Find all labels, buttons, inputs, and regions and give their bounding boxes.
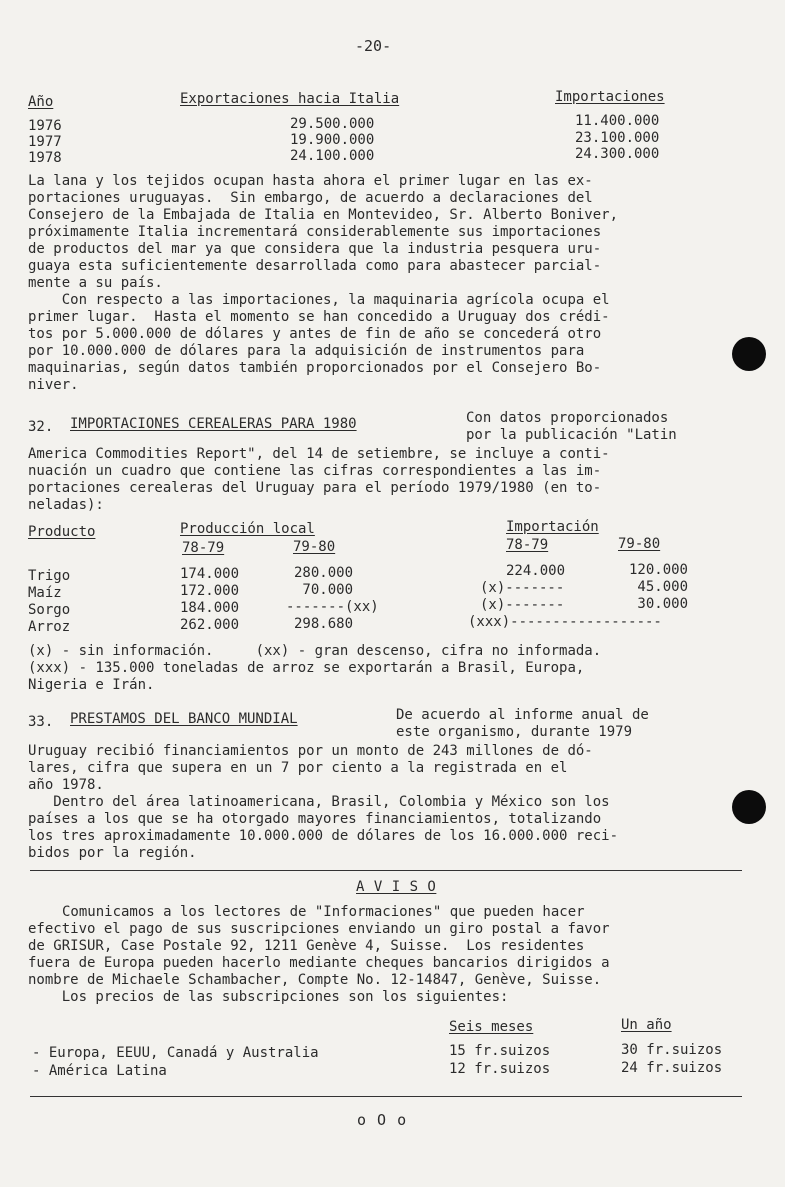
section-number: 33.: [28, 714, 54, 730]
section33-body: [28, 743, 618, 862]
exports-cell: 19.900.000: [290, 132, 375, 148]
production-cell: 298.680: [294, 616, 354, 632]
price-cell: 24 fr.suizos: [621, 1060, 723, 1076]
section-title: IMPORTACIONES CEREALERAS PARA 1980: [70, 416, 357, 432]
exports-cell: 24.100.000: [290, 148, 375, 164]
text-line: primer lugar. Hasta el momento se han concedido a Uruguay dos crédi-: [28, 309, 610, 325]
text-line: Dentro del área latinoamericana, Brasil, Colombia y México son los: [28, 794, 610, 810]
note-line: (xxx) - 135.000 toneladas de arroz se exportarán a Brasil, Europa,: [28, 660, 585, 676]
price-cell: 15 fr.suizos: [449, 1043, 551, 1059]
punch-hole: [732, 790, 766, 824]
text-line: fuera de Europa pueden hacerlo mediante cheques bancarios dirigidos a: [28, 955, 610, 971]
production-cell: 70.000: [294, 582, 354, 598]
text-line: portaciones cerealeras del Uruguay para el período 1979/1980 (en to-: [28, 480, 602, 496]
year-cell: 1978: [28, 150, 62, 166]
col-header-year: Año: [28, 94, 54, 110]
production-cell: 262.000: [180, 617, 240, 633]
production-cell: 280.000: [294, 565, 354, 581]
period-header: 78-79: [506, 537, 549, 553]
imports-cell: 11.400.000: [575, 113, 660, 129]
import-cell: 30.000: [637, 596, 688, 612]
section-title: PRESTAMOS DEL BANCO MUNDIAL: [70, 711, 298, 727]
text-line: maquinarias, según datos también proporcionados por el Consejero Bo-: [28, 360, 602, 376]
col-header-six-months: Seis meses: [449, 1019, 534, 1035]
text-line: neladas):: [28, 497, 104, 513]
production-cell: 184.000: [180, 600, 240, 616]
section32-body: [28, 446, 610, 514]
text-line: de productos del mar ya que considera que la industria pesquera uru-: [28, 241, 602, 257]
note-line: Nigeria e Irán.: [28, 677, 155, 693]
year-cell: 1977: [28, 134, 62, 150]
notice-title: A V I S O: [356, 879, 437, 895]
import-cell: 120.000: [628, 562, 688, 578]
section-side-line: Con datos proporcionados: [466, 410, 669, 426]
text-line: año 1978.: [28, 777, 104, 793]
production-cell: -------(xx): [286, 599, 379, 615]
exports-cell: 29.500.000: [290, 116, 375, 132]
text-line: mente a su país.: [28, 275, 163, 291]
import-cell: 45.000: [637, 579, 688, 595]
footer-mark: o O o: [357, 1111, 408, 1129]
col-header-exports: Exportaciones hacia Italia: [180, 91, 400, 107]
note-line: (x) - sin información. (xx) - gran descenso, cifra no informada.: [28, 643, 602, 659]
text-line: Uruguay recibió financiamientos por un monto de 243 millones de dó-: [28, 743, 593, 759]
text-line: bidos por la región.: [28, 845, 197, 861]
text-line: de GRISUR, Case Postale 92, 1211 Genève 4, Suisse. Los residentes: [28, 938, 585, 954]
col-header-production: Producción local: [180, 521, 315, 537]
text-line: nombre de Michaele Schambacher, Compte No. 12-14847, Genève, Suisse.: [28, 972, 602, 988]
region-cell: - Europa, EEUU, Canadá y Australia: [32, 1045, 319, 1061]
product-cell: Trigo: [28, 568, 71, 584]
text-line: portaciones uruguayas. Sin embargo, de acuerdo a declaraciones del: [28, 190, 593, 206]
product-cell: Maíz: [28, 585, 62, 601]
period-header: 79-80: [618, 536, 661, 552]
import-cell: (x)-------: [480, 597, 565, 613]
punch-hole: [732, 337, 766, 371]
import-cell: (x)-------: [480, 580, 565, 596]
section-side-line: De acuerdo al informe anual de: [396, 707, 649, 723]
text-line: países a los que se ha otorgado mayores financiamientos, totalizando: [28, 811, 602, 827]
grain-table-notes: [28, 643, 601, 694]
col-header-imports: Importaciones: [555, 89, 665, 105]
production-cell: 172.000: [180, 583, 240, 599]
paragraph-exports-imports: [28, 173, 618, 394]
section-side-line: este organismo, durante 1979: [396, 724, 633, 740]
text-line: guaya esta suficientemente desarrollada como para abastecer parcial-: [28, 258, 602, 274]
col-header-one-year: Un año: [621, 1017, 672, 1033]
col-header-product: Producto: [28, 524, 96, 540]
text-line: Comunicamos a los lectores de "Informaciones" que pueden hacer: [62, 904, 585, 920]
text-line: lares, cifra que supera en un 7 por ciento a la registrada en el: [28, 760, 568, 776]
text-line: próximamente Italia incrementará considerablemente sus importaciones: [28, 224, 602, 240]
text-line: por 10.000.000 de dólares para la adquisición de instrumentos para: [28, 343, 585, 359]
product-cell: Arroz: [28, 619, 71, 635]
production-cell: 174.000: [180, 566, 240, 582]
text-line: America Commodities Report", del 14 de setiembre, se incluye a conti-: [28, 446, 610, 462]
text-line: nuación un cuadro que contiene las cifras correspondientes a las im-: [28, 463, 602, 479]
period-header: 78-79: [182, 540, 225, 556]
text-line: Con respecto a las importaciones, la maquinaria agrícola ocupa el: [28, 292, 610, 308]
text-line: Consejero de la Embajada de Italia en Montevideo, Sr. Alberto Boniver,: [28, 207, 619, 223]
price-cell: 12 fr.suizos: [449, 1061, 551, 1077]
text-line: efectivo el pago de sus suscripciones enviando un giro postal a favor: [28, 921, 610, 937]
text-line: tos por 5.000.000 de dólares y antes de fin de año se concederá otro: [28, 326, 602, 342]
period-header: 79-80: [293, 539, 336, 555]
section-side-line: por la publicación "Latin: [466, 427, 677, 443]
import-cell: 224.000: [506, 563, 566, 579]
imports-cell: 24.300.000: [575, 146, 660, 162]
text-line: los tres aproximadamente 10.000.000 de dólares de los 16.000.000 reci-: [28, 828, 619, 844]
text-line: niver.: [28, 377, 79, 393]
text-line: La lana y los tejidos ocupan hasta ahora el primer lugar en las ex-: [28, 173, 593, 189]
region-cell: - América Latina: [32, 1063, 167, 1079]
divider: [30, 870, 742, 871]
col-header-imports: Importación: [506, 519, 599, 535]
year-cell: 1976: [28, 118, 62, 134]
product-cell: Sorgo: [28, 602, 71, 618]
section-number: 32.: [28, 419, 54, 435]
divider: [30, 1096, 742, 1097]
notice-body: [28, 904, 610, 1006]
price-cell: 30 fr.suizos: [621, 1042, 723, 1058]
text-line: Los precios de las subscripciones son los siguientes:: [28, 989, 509, 1005]
page-number: -20-: [355, 37, 392, 55]
import-cell: (xxx)------------------: [468, 614, 662, 630]
imports-cell: 23.100.000: [575, 130, 660, 146]
